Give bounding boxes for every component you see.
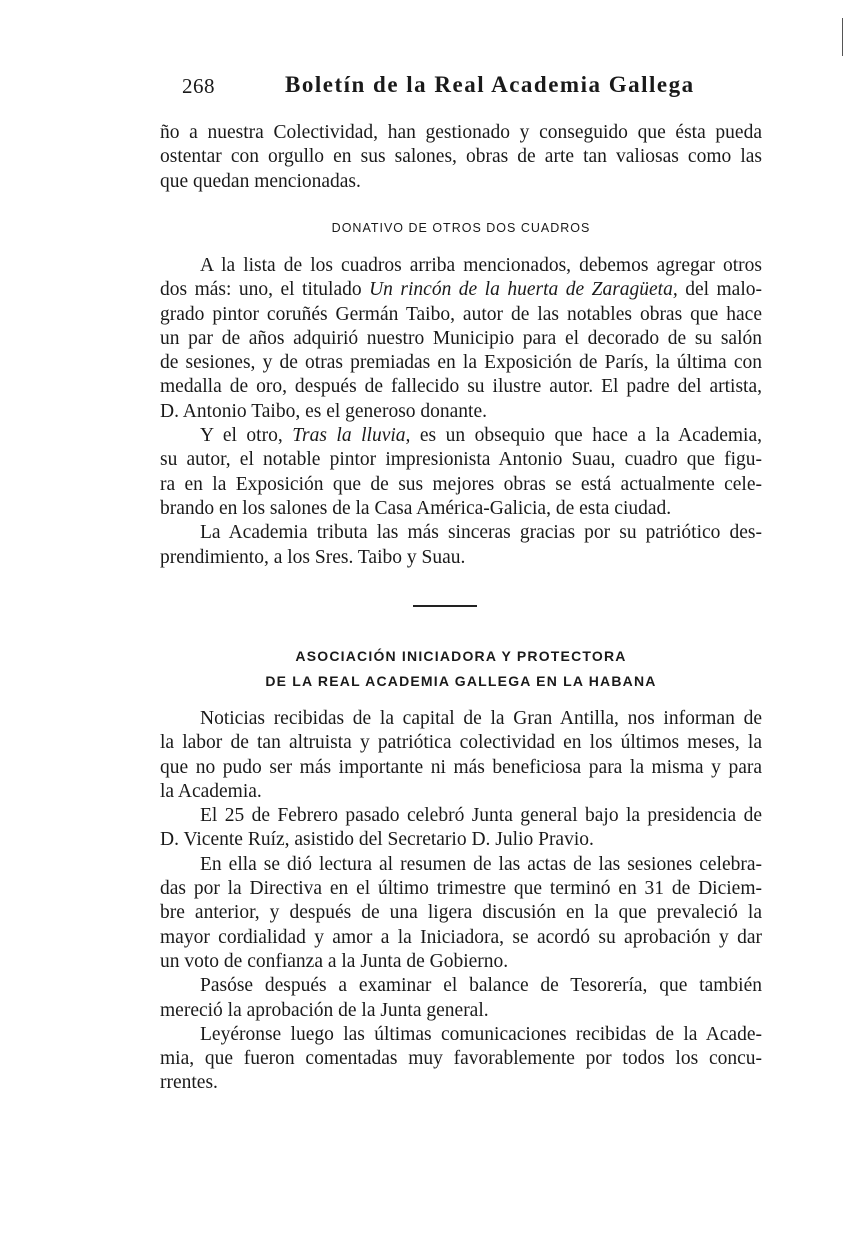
text-line: Pasóse después a examinar el balance de Tesorería, que también (200, 975, 762, 997)
text-line: grado pintor coruñés Germán Taibo, autor de las notables obras que hace (160, 303, 762, 325)
section-body-donativo (160, 254, 762, 570)
text-line: ra en la Exposición que de sus mejores obras se está actualmente cele- (160, 473, 762, 495)
text-line: mia, que fueron comentadas muy favorablemente por todos los concu- (160, 1048, 762, 1070)
text-line: mereció la aprobación de la Junta general. (160, 999, 489, 1021)
text-line: de sesiones, y de otras premiadas en la Exposición de París, la última con (160, 352, 762, 374)
text-line: La Academia tributa las más sinceras gracias por su patriótico des- (200, 522, 762, 544)
painting-title: Tras la lluvia, (292, 425, 411, 447)
text-line: ño a nuestra Colectividad, han gestionado y conseguido que ésta pueda (160, 122, 762, 143)
section-body-asociacion (160, 707, 762, 1096)
text-line: la labor de tan altruista y patriótica colectividad en los últimos meses, la (160, 732, 762, 754)
text-line: medalla de oro, después de fallecido su ilustre autor. El padre del artista, (160, 376, 762, 398)
text-line: D. Vicente Ruíz, asistido del Secretario D. Julio Pravio. (160, 829, 594, 851)
text-line: A la lista de los cuadros arriba mencionados, debemos agregar otros (200, 255, 762, 276)
text-line: Noticias recibidas de la capital de la Gran Antilla, nos informan de (200, 708, 762, 729)
text-line: das por la Directiva en el último trimestre que terminó en 31 de Diciem- (160, 878, 762, 900)
page-number: 268 (182, 74, 215, 98)
paragraph-continuation (160, 121, 762, 194)
text-span: dos más: uno, el titulado (160, 279, 370, 301)
text-line: rrentes. (160, 1072, 218, 1094)
text-line: un par de años adquirió nuestro Municipio para el decorado de su salón (160, 327, 762, 349)
text-line: mayor cordialidad y amor a la Iniciadora, se acordó su aprobación y dar (160, 926, 762, 948)
text-line: su autor, el notable pintor impresionista Antonio Suau, cuadro que figu- (160, 449, 762, 471)
text-line: brando en los salones de la Casa América-Galicia, de esta ciudad. (160, 497, 672, 519)
text-line: D. Antonio Taibo, es el generoso donante. (160, 400, 488, 422)
text-line: bre anterior, y después de una ligera discusión en la que prevaleció la (160, 902, 762, 924)
text-line: ostentar con orgullo en sus salones, obras de arte tan valiosas como las (160, 146, 762, 168)
painting-title: Un rincón de la huerta de Zaragüeta, (369, 279, 678, 301)
text-line: En ella se dió lectura al resumen de las actas de las sesiones celebra- (200, 853, 762, 875)
section-heading-donativo: DONATIVO DE OTROS DOS CUADROS (331, 221, 591, 235)
text-line (160, 424, 762, 448)
text-span: Y el otro, (200, 425, 293, 447)
section-heading-asociacion-line1: ASOCIACIÓN INICIADORA Y PROTECTORA (295, 648, 627, 664)
text-line: que quedan mencionadas. (160, 170, 361, 192)
text-span: es un obsequio que hace a la Academia, (410, 425, 762, 447)
text-line: que no pudo ser más importante ni más beneficiosa para la misma y para (160, 756, 762, 778)
text-line: la Academia. (160, 780, 262, 802)
text-line: un voto de confianza a la Junta de Gobierno. (160, 950, 509, 972)
text-line (160, 278, 762, 302)
section-heading-asociacion-line2: DE LA REAL ACADEMIA GALLEGA EN LA HABANA (265, 673, 657, 689)
margin-rule (842, 18, 843, 56)
section-divider (413, 605, 477, 607)
text-line: El 25 de Febrero pasado celebró Junta general bajo la presidencia de (200, 805, 762, 827)
running-title: Boletín de la Real Academia Gallega (285, 72, 695, 97)
text-span: del malo- (677, 279, 762, 301)
text-line: Leyéronse luego las últimas comunicaciones recibidas de la Acade- (200, 1023, 762, 1045)
page-header (160, 72, 762, 106)
text-line: prendimiento, a los Sres. Taibo y Suau. (160, 546, 466, 568)
